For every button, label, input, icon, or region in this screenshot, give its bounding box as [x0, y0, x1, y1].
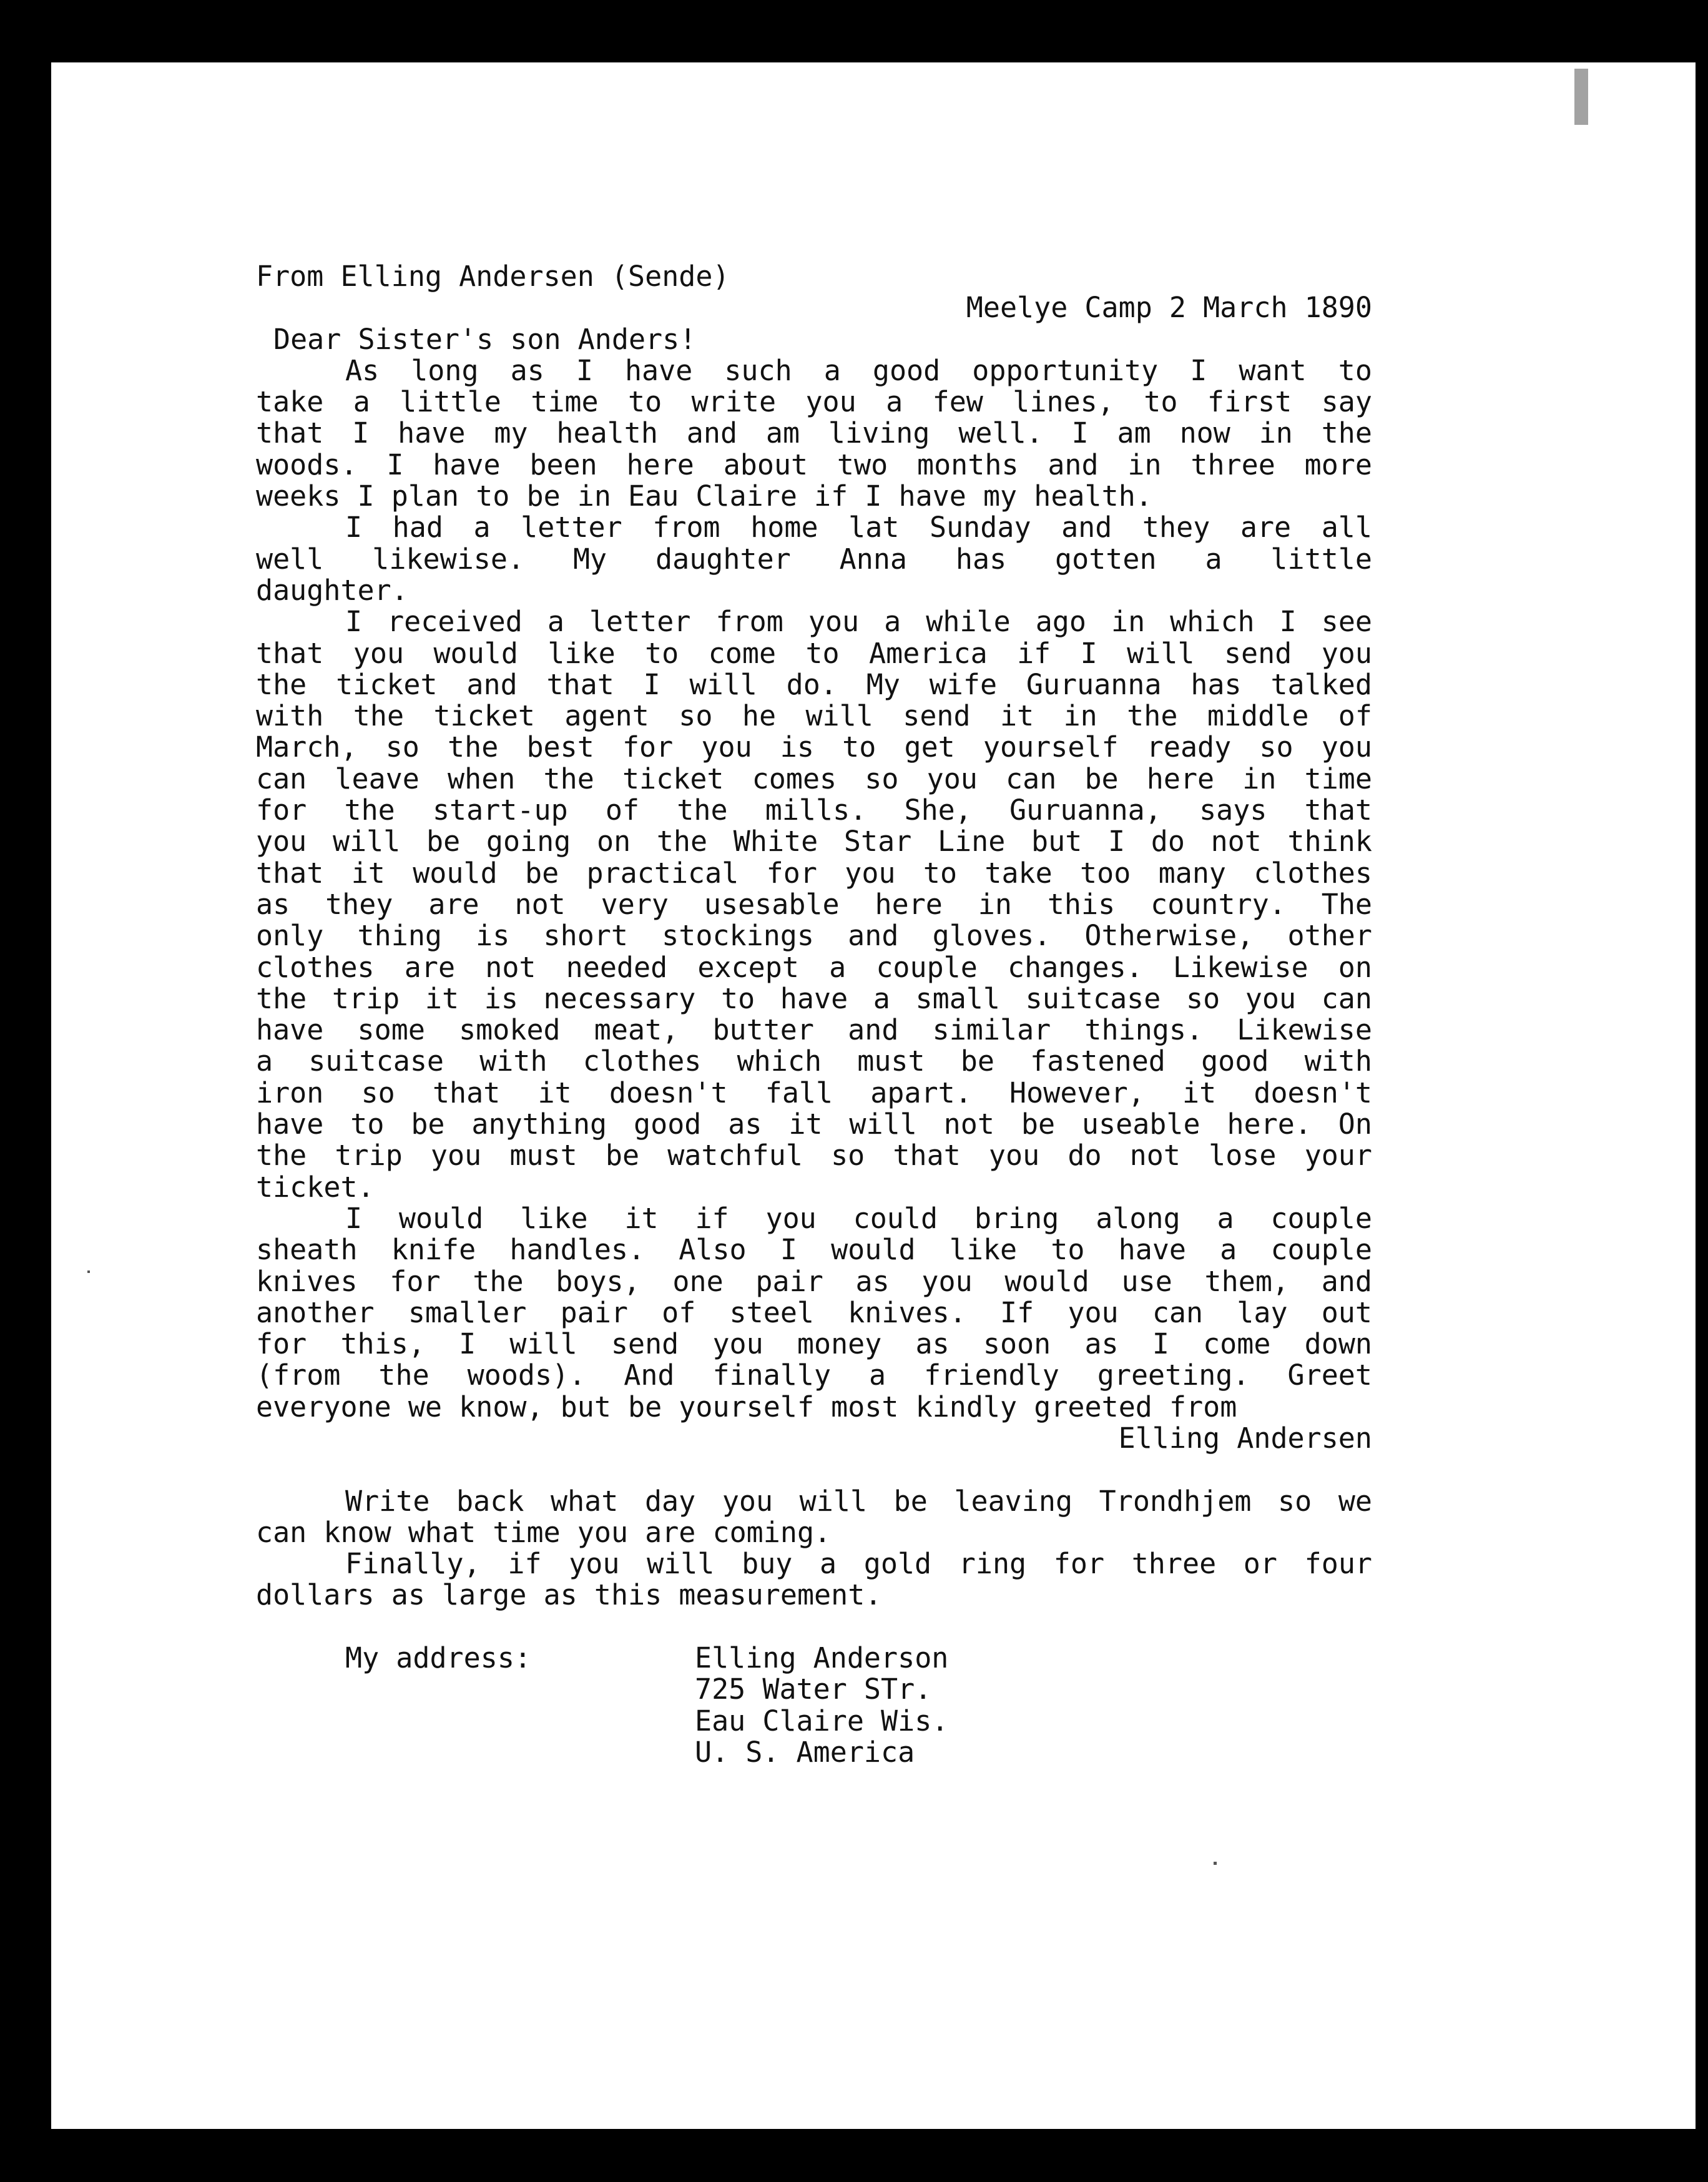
address-line: Eau Claire Wis. — [695, 1704, 949, 1737]
address-row — [256, 1737, 1372, 1768]
postscript-line: Finally, if you will buy a gold ring for three or four — [345, 1547, 1372, 1581]
paragraph-line: the ticket and that I will do. My wife Guruanna has talked — [256, 667, 1372, 701]
letter-salutation: Dear Sister's son Anders! — [273, 322, 697, 356]
paragraph-line: have to be anything good as it will not be useable here. On — [256, 1108, 1372, 1141]
paragraph-line: (from the woods). And finally a friendly greeting. Greet — [256, 1359, 1372, 1392]
letter-dateline: Meelye Camp 2 March 1890 — [966, 291, 1372, 325]
paragraph-line: with the ticket agent so he will send it in the middle of — [256, 699, 1372, 733]
scan-speck — [87, 1270, 90, 1273]
paragraph-line: for this, I will send you money as soon as I come down — [256, 1327, 1372, 1361]
paragraph-line: iron so that it doesn't fall apart. However, it doesn't — [256, 1076, 1372, 1109]
paragraph-line: sheath knife handles. Also I would like to have a couple — [256, 1233, 1372, 1267]
postscript-line: can know what time you are coming. — [256, 1515, 832, 1549]
paragraph-line: take a little time to write you a few lines, to first say — [256, 385, 1372, 419]
paragraph-line: daughter. — [256, 573, 408, 607]
paragraph-line: that I have my health and am living well. I am now in the — [256, 416, 1372, 450]
letter-paragraphs — [256, 355, 1372, 1423]
paragraph-line: for the start-up of the mills. She, Guruanna, says that — [256, 794, 1372, 827]
paragraph-line: that you would like to come to America if I will send you — [256, 636, 1372, 670]
postscript-line: Write back what day you will be leaving Trondhjem so we — [345, 1484, 1372, 1518]
paragraph-line: March, so the best for you is to get yourself ready so you — [256, 730, 1372, 764]
paragraph-line: I would like it if you could bring along a couple — [345, 1201, 1372, 1235]
paragraph-line: that it would be practical for you to take too many clothes — [256, 856, 1372, 890]
paragraph-line: you will be going on the White Star Line but I do not think — [256, 825, 1372, 858]
paragraph-line: have some smoked meat, butter and similar things. Likewise — [256, 1013, 1372, 1047]
letter-page — [51, 62, 1696, 2129]
address-label-spacer — [256, 1737, 695, 1768]
paragraph-line: everyone we know, but be yourself most kindly greeted from — [256, 1390, 1237, 1423]
paragraph-line: I received a letter from you a while ago in which I see — [345, 605, 1372, 639]
address-line: Elling Anderson — [695, 1641, 949, 1675]
paragraph-line: another smaller pair of steel knives. If you can lay out — [256, 1295, 1372, 1329]
paragraph-line: weeks I plan to be in Eau Claire if I have my health. — [256, 479, 1152, 513]
paragraph-line: a suitcase with clothes which must be fastened good with — [256, 1044, 1372, 1078]
address-line: 725 Water STr. — [695, 1673, 932, 1706]
paragraph-line: knives for the boys, one pair as you would use them, and — [256, 1264, 1372, 1298]
paragraph-line: clothes are not needed except a couple changes. Likewise on — [256, 950, 1372, 984]
paragraph-line: ticket. — [256, 1170, 375, 1204]
address-label-spacer — [256, 1706, 695, 1737]
address-row — [256, 1643, 1372, 1674]
paragraph-line: I had a letter from home lat Sunday and they are all — [345, 511, 1372, 544]
letter-from: From Elling Andersen (Sende) — [256, 260, 730, 293]
address-row — [256, 1706, 1372, 1737]
paragraph-line: only thing is short stockings and gloves. Otherwise, other — [256, 919, 1372, 953]
address-block — [256, 1643, 1372, 1768]
letter-postscripts — [256, 1486, 1372, 1611]
postscript-line: dollars as large as this measurement. — [256, 1578, 882, 1612]
letter-body — [256, 261, 1372, 1768]
paragraph-line: the trip you must be watchful so that you do not lose your — [256, 1139, 1372, 1172]
section-gap — [256, 1454, 1372, 1485]
address-line: U. S. America — [695, 1735, 915, 1769]
paragraph-line: As long as I have such a good opportunity I want to — [345, 353, 1372, 387]
address-label-spacer — [256, 1674, 695, 1705]
letter-signature: Elling Andersen — [1118, 1421, 1372, 1455]
scan-speck — [1214, 1862, 1217, 1865]
address-row — [256, 1674, 1372, 1705]
address-label: My address: — [345, 1641, 532, 1675]
paragraph-line: as they are not very usesable here in this country. The — [256, 887, 1372, 921]
scan-speck — [1574, 69, 1588, 125]
section-gap — [256, 1611, 1372, 1643]
paragraph-line: woods. I have been here about two months and in three more — [256, 448, 1372, 481]
paragraph-line: can leave when the ticket comes so you can be here in time — [256, 762, 1372, 795]
paragraph-line: well likewise. My daughter Anna has gotten a little — [256, 542, 1372, 576]
paragraph-line: the trip it is necessary to have a small suitcase so you can — [256, 981, 1372, 1015]
